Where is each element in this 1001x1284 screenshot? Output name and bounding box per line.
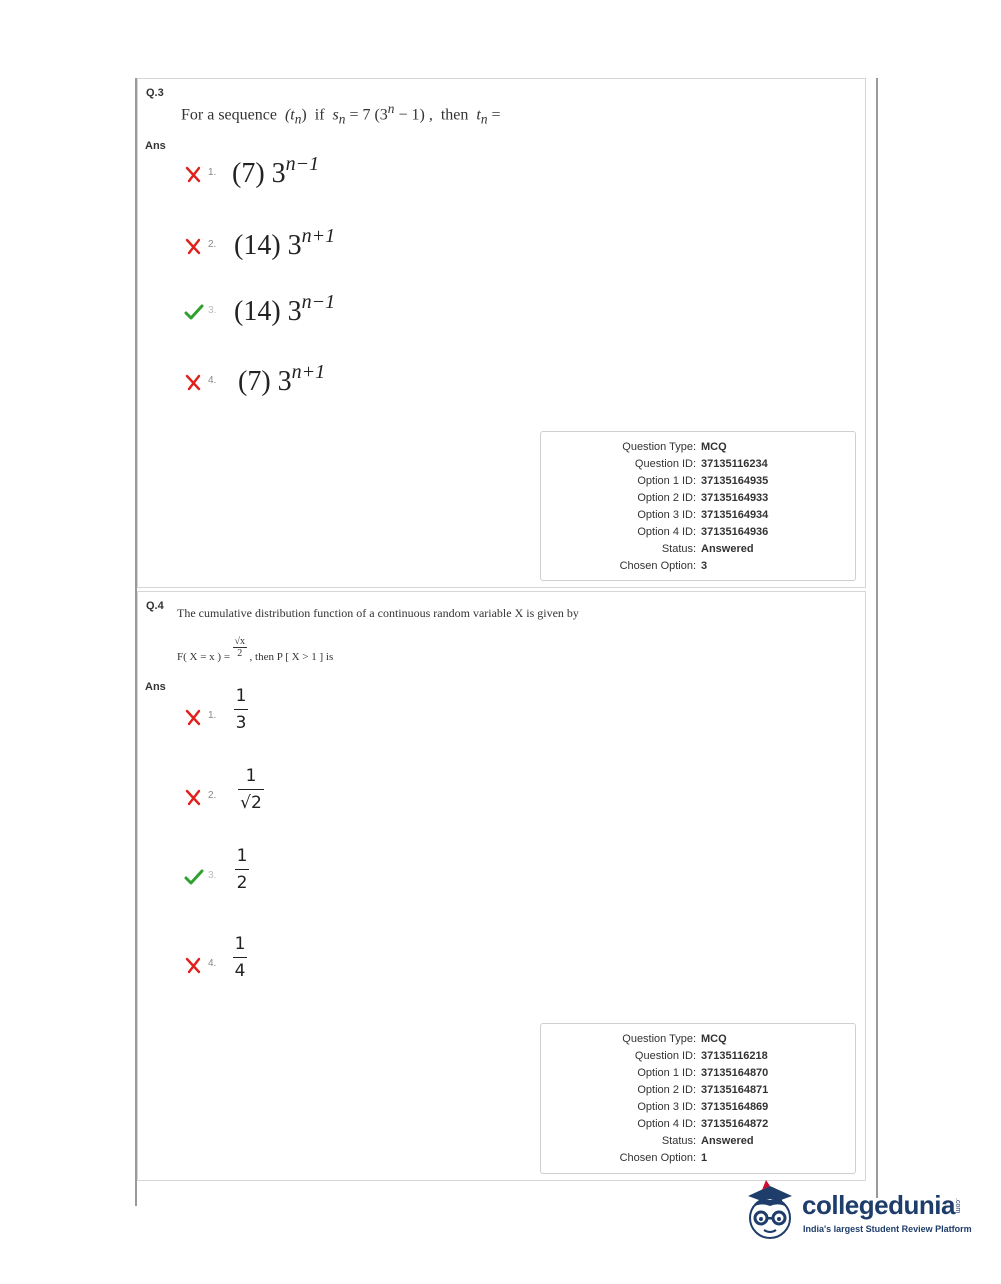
mascot-icon <box>740 1178 800 1244</box>
question-number: Q.3 <box>146 87 164 99</box>
logo-suffix: .com <box>954 1198 961 1214</box>
option-fraction: 1 √2 <box>238 766 264 813</box>
question-text: For a sequence $(t_n)$ if $s_n = 7$ (3$^n$ − 1) , then $t_n$ = <box>181 101 501 127</box>
option-math: (7) $3^{n-1}$ <box>232 153 320 189</box>
question-number: Q.4 <box>146 600 164 612</box>
cross-icon <box>184 708 204 728</box>
option-fraction: 1 4 <box>234 934 246 981</box>
option-number: 4. <box>208 958 217 969</box>
option-math: (14) $3^{n+1}$ <box>234 225 336 261</box>
option-number: 4. <box>208 375 217 386</box>
question-block-q3 <box>137 78 866 588</box>
question-block-q4 <box>137 591 866 1181</box>
ans-label: Ans <box>145 681 166 693</box>
cross-icon <box>184 237 204 257</box>
question-text: The cumulative distribution function of a continuous random variable X is given by <box>177 606 579 620</box>
option-fraction: 1 2 <box>236 846 248 893</box>
option-number: 3. <box>208 305 217 316</box>
option-number: 3. <box>208 870 217 881</box>
cross-icon <box>184 165 204 185</box>
collegedunia-logo <box>740 1176 970 1246</box>
logo-tagline: India's largest Student Review Platform <box>803 1224 972 1234</box>
option-number: 1. <box>208 167 217 178</box>
check-icon <box>184 868 204 888</box>
logo-wordmark: collegedunia <box>802 1190 955 1220</box>
question-formula: F( X = x ) = $\frac{√x}{2}$ , then P [ X > 1 ] is <box>177 636 334 664</box>
option-fraction: 1 3 <box>235 686 247 733</box>
cross-icon <box>184 788 204 808</box>
ans-label: Ans <box>145 140 166 152</box>
question-info-panel: Question Type : MCQ Question ID : 37135116234 Option 1 ID : 37135164935 Option 2 ID : 37135164933 Option 3 ID : 37135164934 Option 4 ID : 37135164936 Status : Answered Chosen Option : 3 <box>540 431 856 581</box>
cross-icon <box>184 373 204 393</box>
cross-icon <box>184 956 204 976</box>
check-icon <box>184 303 204 323</box>
option-number: 2. <box>208 790 217 801</box>
right-margin-rule <box>876 78 878 1198</box>
option-math: (7) $3^{n+1}$ <box>238 361 326 397</box>
option-number: 1. <box>208 710 217 721</box>
option-number: 2. <box>208 239 217 250</box>
option-math: (14) $3^{n-1}$ <box>234 291 336 327</box>
question-info-panel: Question Type : MCQ Question ID : 37135116218 Option 1 ID : 37135164870 Option 2 ID : 37135164871 Option 3 ID : 37135164869 Option 4 ID : 37135164872 Status : Answered Chosen Option : 1 <box>540 1023 856 1174</box>
